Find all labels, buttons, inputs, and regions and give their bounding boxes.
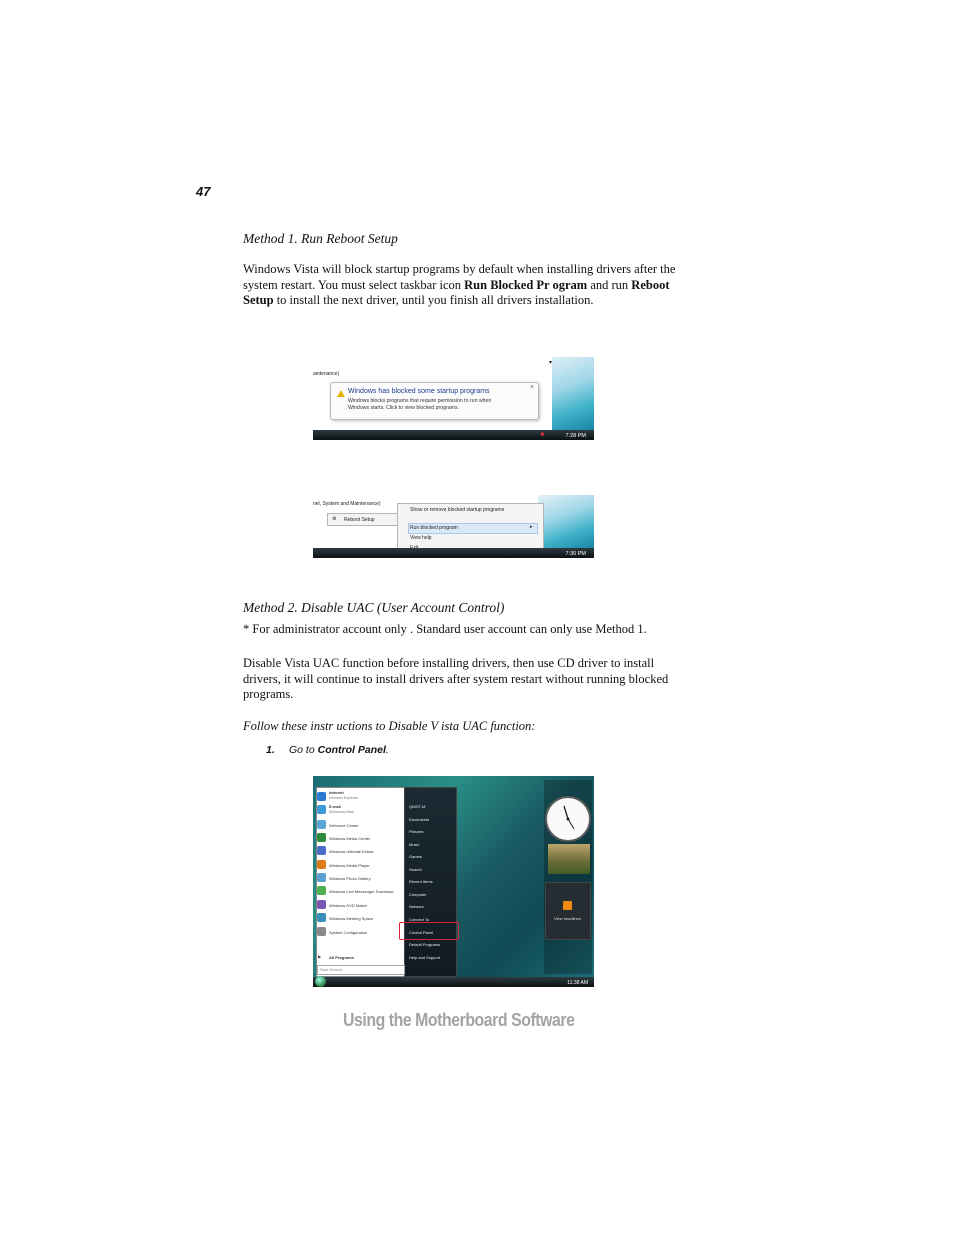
start-item-media-center[interactable]: Windows Media Center [329,836,371,841]
slideshow-gadget [548,844,590,874]
window-title-fragment: aintenance) [313,371,340,377]
gear-icon: ⚙ [332,516,337,522]
balloon-text-line1: Windows blocks programs that require permission to run when [348,398,492,404]
start-place-help[interactable]: Help and Support [409,955,441,960]
search-placeholder: Start Search [320,967,343,972]
start-item-email[interactable]: E-mail [329,804,342,809]
method2-paragraph: Disable Vista UAC function before installing drivers, then use CD driver to install drivers, it will continue to install drivers after system restart without running blocked programs. [243,656,669,701]
start-item-internet-sub: Internet Explorer [329,795,359,800]
start-item-system-config[interactable]: System Configuration [329,930,368,935]
start-item-email-sub: Windows Mail [329,809,354,814]
all-programs[interactable]: All Programs [329,955,354,960]
taskbar-clock: 11:38 AM [567,980,588,986]
reboot-setup-menu-screenshot [313,495,594,558]
mail-icon [317,805,326,814]
start-place-search[interactable]: Search [409,867,422,872]
rss-icon [563,901,572,910]
start-place-connect[interactable]: Connect To [409,917,430,922]
start-place-recent[interactable]: Recent Items [409,879,433,884]
media-player-icon [317,860,326,869]
start-orb-icon[interactable] [315,976,326,987]
context-menu [397,503,544,551]
page-number: 47 [196,184,211,199]
step-number: 1. [266,744,275,756]
start-place-control-panel[interactable]: Control Panel [409,930,434,935]
internet-explorer-icon [317,792,326,801]
step-text-post: . [385,744,389,756]
taskbar [313,977,594,987]
start-item-photo-gallery[interactable]: Windows Photo Gallery [329,876,371,881]
taskbar [313,430,594,440]
reboot-setup-label: Reboot Setup [243,277,670,307]
chevron-right-icon: ▸ [530,524,533,530]
photo-gallery-icon [317,873,326,882]
menu-item-view-help[interactable]: View help [410,535,432,541]
warning-icon [337,390,345,397]
method1-text-post: to install the next driver, until you finish all drivers installation. [273,293,594,307]
media-center-icon [317,833,326,842]
start-search-input[interactable] [317,965,405,975]
control-panel-label: Control Panel [317,744,386,756]
chevron-right-icon: ▶ [318,954,322,959]
desktop-wallpaper [552,357,594,430]
feed-gadget [545,882,591,940]
blocked-programs-balloon-screenshot [313,357,594,440]
start-item-ultimate-extras[interactable]: Windows Ultimate Extras [329,849,374,854]
run-blocked-program-label: Run Blocked Pr ogram [464,277,588,292]
start-place-games[interactable]: Games [409,854,422,859]
meeting-space-icon [317,913,326,922]
dropdown-arrow-icon: ▾ [549,360,553,366]
method1-paragraph [243,262,703,309]
start-place-computer[interactable]: Computer [409,892,427,897]
start-menu-programs [316,787,406,977]
blocked-program-tray-icon[interactable]: ■ [540,432,544,438]
start-item-dvd-maker[interactable]: Windows DVD Maker [329,903,368,908]
method2-heading: Method 2. Disable UAC (User Account Control) [243,600,505,615]
balloon-text [348,398,491,412]
page-footer: Using the Motherboard Software [343,1010,575,1030]
menu-item-show-remove[interactable]: Show or remove blocked startup programs [410,507,505,513]
notification-balloon[interactable] [330,382,539,420]
follow-instructions: Follow these instr uctions to Disable V ista UAC function: [243,719,536,733]
method1-heading: Method 1. Run Reboot Setup [243,231,398,246]
balloon-title: Windows has blocked some startup programs [348,388,490,395]
start-item-welcome[interactable]: Welcome Center [329,823,359,828]
method1-text-mid: and run [587,277,632,292]
start-item-internet[interactable]: Internet [329,790,344,795]
system-config-icon [317,927,326,936]
start-menu-screenshot [313,776,594,987]
start-place-music[interactable]: Music [409,842,420,847]
window-title-fragment: nel, System and Maintenance) [313,501,381,507]
step-1 [266,744,389,756]
view-headlines-label[interactable]: View headlines [554,916,581,921]
close-icon[interactable]: × [529,384,534,391]
method1-text-pre: Windows Vista will block startup programs by default when installing drivers after the system restart. You must select taskbar icon [243,262,676,292]
start-item-messenger[interactable]: Windows Live Messenger Download [329,889,394,894]
taskbar [313,548,594,558]
dvd-maker-icon [317,900,326,909]
balloon-text-line2: Windows starts. Click to view blocked programs. [348,405,459,411]
start-item-media-player[interactable]: Windows Media Player [329,863,370,868]
taskbar-clock: 7:30 PM [565,551,586,557]
start-place-pictures[interactable]: Pictures [409,829,424,834]
start-place-network[interactable]: Network [409,904,424,909]
start-place-default-programs[interactable]: Default Programs [409,942,441,947]
start-place-documents[interactable]: Documents [409,817,430,822]
start-item-meeting-space[interactable]: Windows Meeting Space [329,916,374,921]
welcome-center-icon [317,820,326,829]
start-place-user[interactable]: QBIST-M [409,804,426,809]
control-panel-highlight [399,922,459,940]
ultimate-extras-icon [317,846,326,855]
step-text-pre: Go to [289,744,318,756]
desktop-wallpaper [538,495,594,548]
menu-item-run-blocked[interactable]: Run blocked program [410,525,458,531]
clock-gadget [545,796,591,842]
messenger-icon [317,886,326,895]
admin-note: * For administrator account only . Standard user account can only use Method 1. [243,622,647,636]
reboot-setup-item[interactable]: Reboot Setup [344,517,375,523]
taskbar-clock: 7:28 PM [565,433,586,439]
